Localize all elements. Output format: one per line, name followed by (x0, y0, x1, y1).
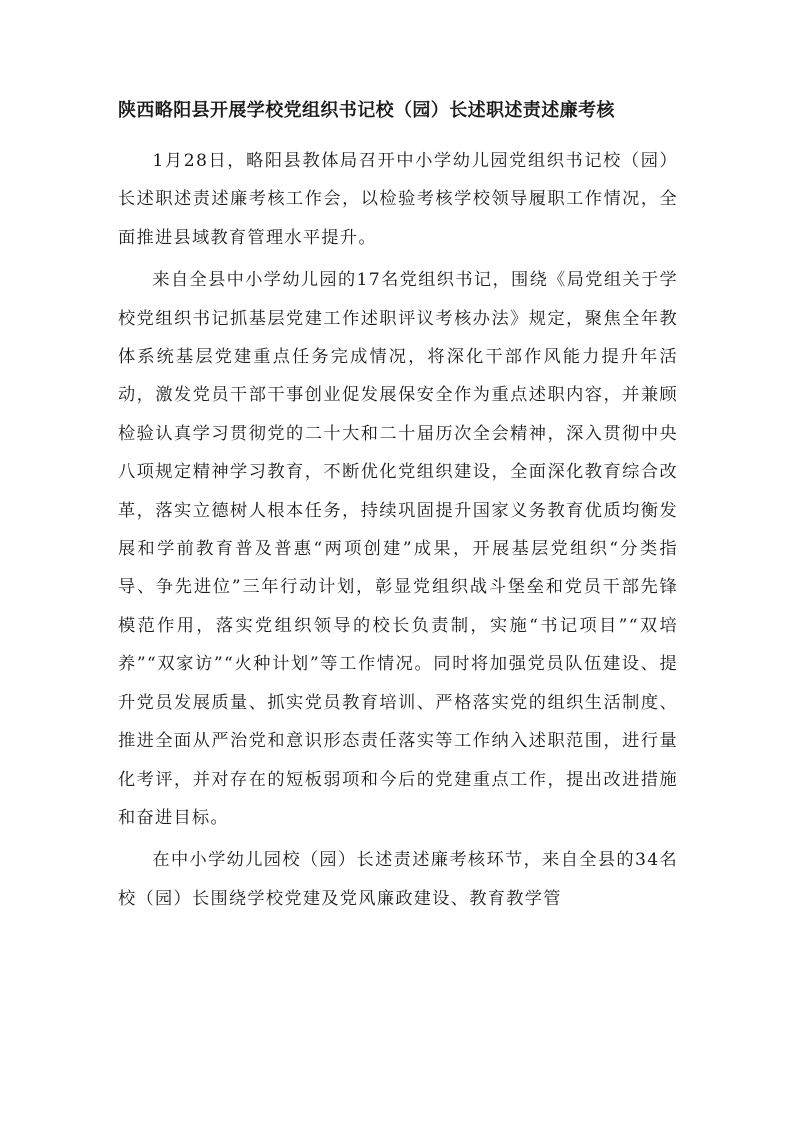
article-body (118, 142, 678, 922)
paragraph-1: 1月28日，略阳县教体局召开中小学幼儿园党组织书记校（园）长述职述责述廉考核工作会，以检验考核学校领导履职工作情况，全面推进县域教育管理水平提升。 (118, 151, 678, 248)
article-title: 陕西略阳县开展学校党组织书记校（园）长述职述责述廉考核 (118, 100, 615, 121)
paragraph-2: 来自全县中小学幼儿园的17名党组织书记，围绕《局党组关于学校党组织书记抓基层党建工作述职评议考核办法》规定，聚焦全年教体系统基层党建重点任务完成情况，将深化干部作风能力提升年活动，激发党员干部干事创业促发展保安全作为重点述职内容，并兼顾检验认真学习贯彻党的二十大和二十届历次全会精神，深入贯彻中央八项规定精神学习教育，不断优化党组织建设，全面深化教育综合改革，落实立德树人根本任务，持续巩固提升国家义务教育优质均衡发展和学前教育普及普惠“两项创建”成果，开展基层党组织“分类指导、争先进位”三年行动计划，彰显党组织战斗堡垒和党员干部先锋模范作用，落实党组织领导的校长负责制，实施“书记项目”“双培养”“双家访”“火种计划”等工作情况。同时将加强党员队伍建设、提升党员发展质量、抓实党员教育培训、严格落实党的组织生活制度、推进全面从严治党和意识形态责任落实等工作纳入述职范围，进行量化考评，并对存在的短板弱项和今后的党建重点工作，提出改进措施和奋进目标。 (118, 270, 678, 828)
paragraph-3: 在中小学幼儿园校（园）长述责述廉考核环节，来自全县的34名校（园）长围绕学校党建及党风廉政建设、教育教学管 (118, 850, 678, 909)
